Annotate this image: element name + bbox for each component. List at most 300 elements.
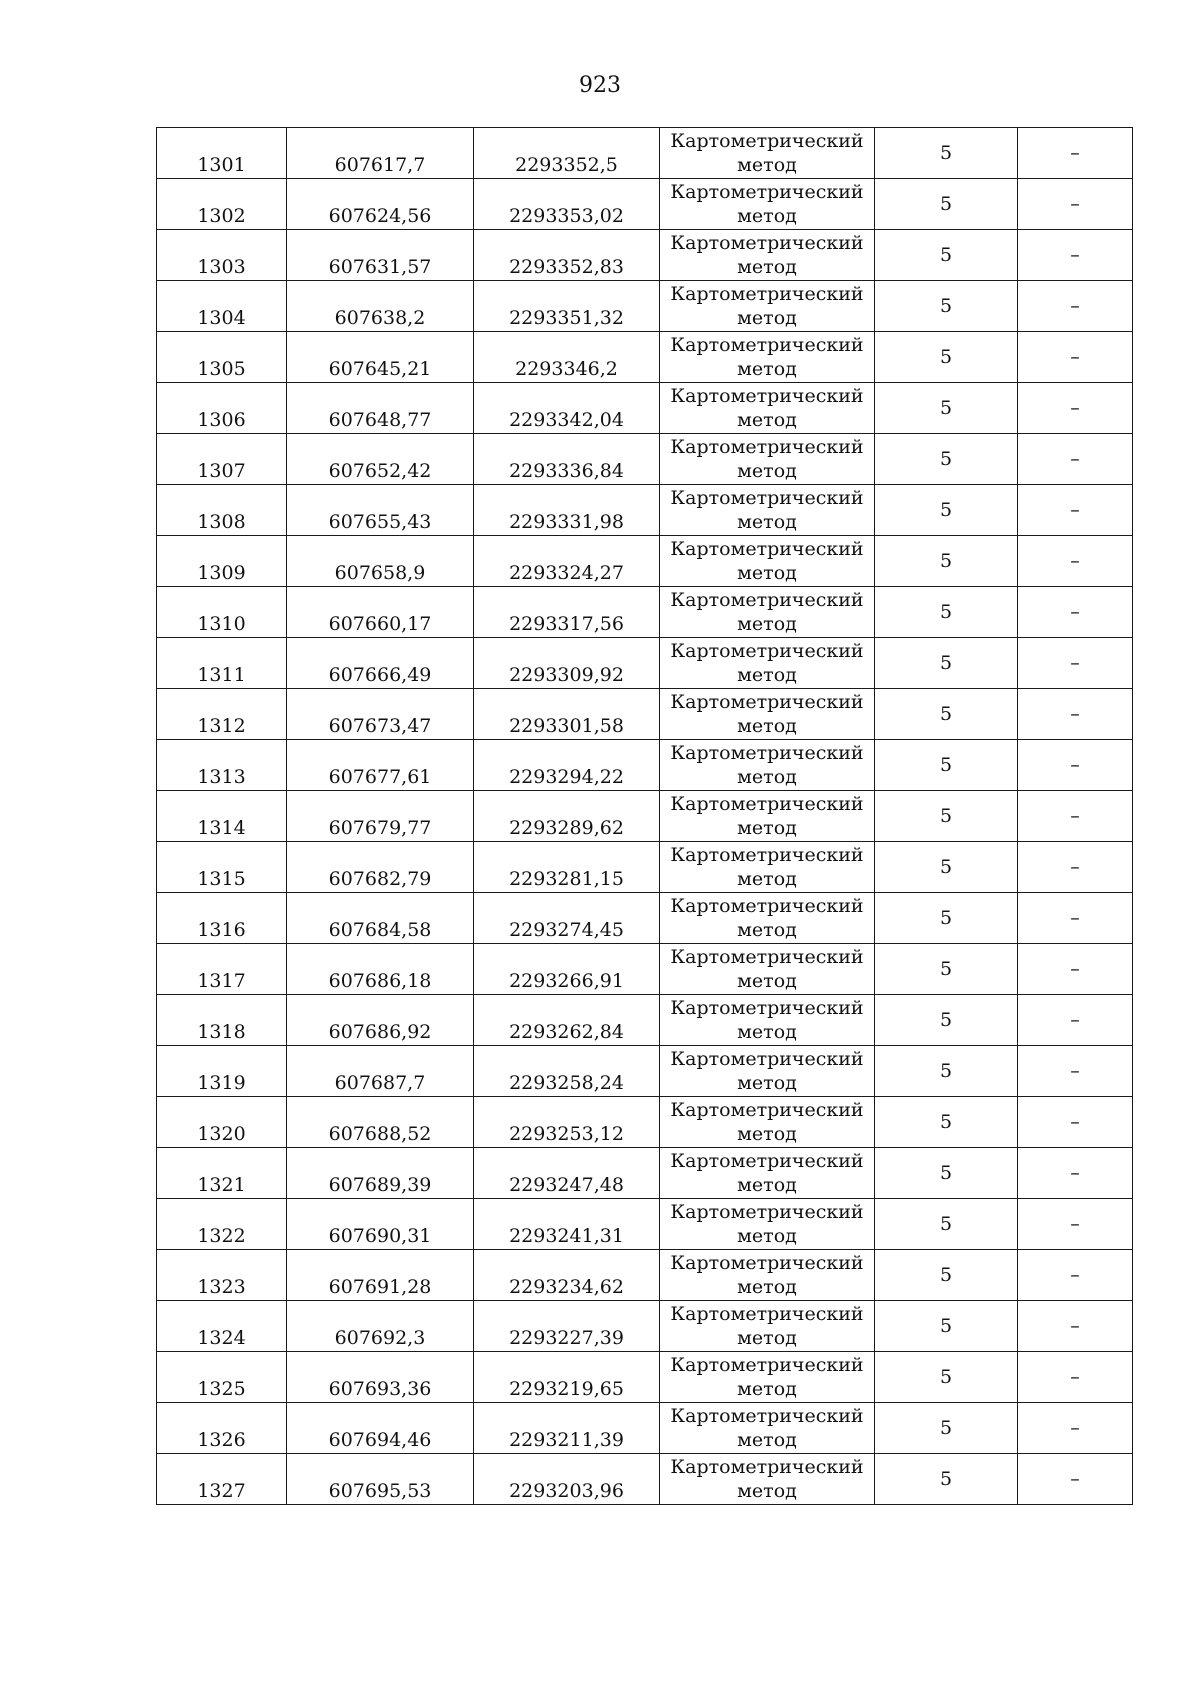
x-coordinate-cell [287,791,474,842]
method-cell [660,1199,875,1250]
page-number: 923 [579,73,621,98]
table-row [157,230,1133,281]
y-coordinate-text: 2293203,96 [509,1480,624,1502]
accuracy-cell: 5 [875,1403,1018,1454]
point-number-cell [157,1454,287,1505]
point-number-cell [157,893,287,944]
note-cell: – [1018,281,1133,332]
y-coordinate-cell [474,281,660,332]
accuracy-cell: 5 [875,944,1018,995]
x-coordinate-text: 607686,92 [328,1021,432,1043]
x-coordinate-cell [287,536,474,587]
point-number-text: 1308 [197,511,246,533]
method-cell [660,893,875,944]
y-coordinate-text: 2293281,15 [509,868,624,890]
method-line-1: Картометрический [670,589,864,611]
x-coordinate-cell [287,1301,474,1352]
table-row [157,1403,1133,1454]
y-coordinate-text: 2293266,91 [509,970,624,992]
method-line-2: метод [737,1480,797,1502]
y-coordinate-cell [474,587,660,638]
y-coordinate-text: 2293317,56 [509,613,624,635]
y-coordinate-cell [474,179,660,230]
x-coordinate-cell [287,1250,474,1301]
table-row [157,893,1133,944]
method-line-2: метод [737,1021,797,1043]
x-coordinate-cell [287,893,474,944]
table-row [157,383,1133,434]
method-line-2: метод [737,562,797,584]
point-number-cell [157,1046,287,1097]
method-cell [660,1454,875,1505]
note-cell: – [1018,1046,1133,1097]
method-line-2: метод [737,307,797,329]
method-cell [660,995,875,1046]
accuracy-cell: 5 [875,587,1018,638]
method-line-1: Картометрический [670,487,864,509]
point-number-cell [157,791,287,842]
point-number-text: 1312 [197,715,246,737]
coordinates-table-body [157,128,1133,1505]
y-coordinate-cell [474,1097,660,1148]
table-row [157,536,1133,587]
point-number-text: 1315 [197,868,246,890]
note-cell: – [1018,1403,1133,1454]
method-line-2: метод [737,868,797,890]
x-coordinate-text: 607695,53 [328,1480,432,1502]
accuracy-cell: 5 [875,1301,1018,1352]
method-line-2: метод [737,664,797,686]
y-coordinate-text: 2293262,84 [509,1021,624,1043]
accuracy-cell: 5 [875,995,1018,1046]
accuracy-cell: 5 [875,740,1018,791]
method-cell [660,689,875,740]
note-cell: – [1018,1352,1133,1403]
point-number-cell [157,740,287,791]
x-coordinate-text: 607655,43 [328,511,432,533]
x-coordinate-cell [287,842,474,893]
method-line-2: метод [737,256,797,278]
table-row [157,587,1133,638]
note-cell: – [1018,128,1133,179]
note-cell: – [1018,1454,1133,1505]
accuracy-cell: 5 [875,842,1018,893]
method-line-1: Картометрический [670,844,864,866]
x-coordinate-cell [287,1352,474,1403]
method-line-2: метод [737,511,797,533]
point-number-text: 1316 [197,919,246,941]
method-line-2: метод [737,919,797,941]
point-number-text: 1323 [197,1276,246,1298]
y-coordinate-text: 2293294,22 [509,766,624,788]
method-line-1: Картометрический [670,1456,864,1478]
point-number-cell [157,383,287,434]
y-coordinate-text: 2293346,2 [515,358,618,380]
x-coordinate-cell [287,1454,474,1505]
accuracy-cell: 5 [875,383,1018,434]
method-cell [660,1301,875,1352]
x-coordinate-cell [287,1199,474,1250]
note-cell: – [1018,434,1133,485]
method-cell [660,332,875,383]
point-number-text: 1320 [197,1123,246,1145]
method-line-1: Картометрический [670,385,864,407]
method-cell [660,1250,875,1301]
note-cell: – [1018,638,1133,689]
x-coordinate-text: 607686,18 [328,970,432,992]
method-line-1: Картометрический [670,895,864,917]
point-number-cell [157,689,287,740]
point-number-cell [157,536,287,587]
note-cell: – [1018,893,1133,944]
y-coordinate-text: 2293342,04 [509,409,624,431]
note-cell: – [1018,383,1133,434]
method-line-2: метод [737,1327,797,1349]
method-line-2: метод [737,715,797,737]
y-coordinate-cell [474,842,660,893]
note-cell: – [1018,1250,1133,1301]
note-cell: – [1018,791,1133,842]
point-number-cell [157,842,287,893]
point-number-text: 1305 [197,358,246,380]
point-number-cell [157,638,287,689]
y-coordinate-cell [474,1301,660,1352]
note-cell: – [1018,944,1133,995]
method-line-1: Картометрический [670,436,864,458]
method-line-1: Картометрический [670,130,864,152]
accuracy-cell: 5 [875,638,1018,689]
table-row [157,842,1133,893]
x-coordinate-text: 607677,61 [328,766,432,788]
y-coordinate-text: 2293241,31 [509,1225,624,1247]
method-cell [660,740,875,791]
point-number-cell [157,1250,287,1301]
note-cell: – [1018,536,1133,587]
method-cell [660,1046,875,1097]
x-coordinate-cell [287,383,474,434]
x-coordinate-cell [287,689,474,740]
note-cell: – [1018,1199,1133,1250]
table-row [157,740,1133,791]
point-number-text: 1309 [197,562,246,584]
accuracy-cell: 5 [875,434,1018,485]
point-number-cell [157,485,287,536]
x-coordinate-cell [287,281,474,332]
point-number-text: 1314 [197,817,246,839]
point-number-text: 1326 [197,1429,246,1451]
x-coordinate-cell [287,434,474,485]
method-line-2: метод [737,1123,797,1145]
method-cell [660,536,875,587]
method-cell [660,791,875,842]
y-coordinate-cell [474,893,660,944]
y-coordinate-cell [474,383,660,434]
point-number-text: 1321 [197,1174,246,1196]
point-number-text: 1307 [197,460,246,482]
x-coordinate-cell [287,1046,474,1097]
note-cell: – [1018,230,1133,281]
method-line-2: метод [737,1429,797,1451]
point-number-text: 1327 [197,1480,246,1502]
note-cell: – [1018,689,1133,740]
point-number-cell [157,1301,287,1352]
y-coordinate-cell [474,995,660,1046]
y-coordinate-text: 2293331,98 [509,511,624,533]
x-coordinate-cell [287,1097,474,1148]
note-cell: – [1018,842,1133,893]
method-line-1: Картометрический [670,1252,864,1274]
method-line-1: Картометрический [670,538,864,560]
coordinates-table [156,127,1133,1505]
point-number-cell [157,1199,287,1250]
point-number-text: 1310 [197,613,246,635]
method-line-1: Картометрический [670,1354,864,1376]
point-number-text: 1318 [197,1021,246,1043]
y-coordinate-cell [474,638,660,689]
y-coordinate-cell [474,1352,660,1403]
method-line-1: Картометрический [670,1150,864,1172]
accuracy-cell: 5 [875,485,1018,536]
x-coordinate-cell [287,1148,474,1199]
y-coordinate-text: 2293324,27 [509,562,624,584]
method-line-2: метод [737,409,797,431]
method-cell [660,128,875,179]
method-cell [660,1403,875,1454]
point-number-text: 1325 [197,1378,246,1400]
accuracy-cell: 5 [875,1046,1018,1097]
point-number-cell [157,434,287,485]
accuracy-cell: 5 [875,536,1018,587]
x-coordinate-text: 607694,46 [328,1429,432,1451]
point-number-text: 1303 [197,256,246,278]
y-coordinate-text: 2293289,62 [509,817,624,839]
point-number-text: 1317 [197,970,246,992]
method-cell [660,485,875,536]
y-coordinate-cell [474,536,660,587]
x-coordinate-text: 607693,36 [328,1378,432,1400]
y-coordinate-text: 2293352,5 [515,154,618,176]
x-coordinate-cell [287,179,474,230]
x-coordinate-text: 607688,52 [328,1123,432,1145]
x-coordinate-text: 607631,57 [328,256,432,278]
table-row [157,1148,1133,1199]
x-coordinate-text: 607690,31 [328,1225,432,1247]
note-cell: – [1018,179,1133,230]
x-coordinate-cell [287,332,474,383]
method-line-2: метод [737,1174,797,1196]
table-row [157,1352,1133,1403]
method-line-1: Картометрический [670,1303,864,1325]
table-row [157,1199,1133,1250]
x-coordinate-cell [287,485,474,536]
point-number-text: 1311 [197,664,246,686]
x-coordinate-cell [287,638,474,689]
x-coordinate-text: 607687,7 [334,1072,426,1094]
x-coordinate-text: 607624,56 [328,205,432,227]
accuracy-cell: 5 [875,1250,1018,1301]
note-cell: – [1018,1148,1133,1199]
accuracy-cell: 5 [875,179,1018,230]
accuracy-cell: 5 [875,1097,1018,1148]
method-cell [660,842,875,893]
y-coordinate-cell [474,1046,660,1097]
note-cell: – [1018,485,1133,536]
method-line-1: Картометрический [670,1201,864,1223]
y-coordinate-text: 2293352,83 [509,256,624,278]
x-coordinate-text: 607638,2 [334,307,426,329]
method-line-2: метод [737,1225,797,1247]
accuracy-cell: 5 [875,1199,1018,1250]
method-line-1: Картометрический [670,691,864,713]
method-line-2: метод [737,817,797,839]
method-cell [660,230,875,281]
y-coordinate-cell [474,485,660,536]
table-row [157,1301,1133,1352]
point-number-text: 1324 [197,1327,246,1349]
table-row [157,485,1133,536]
method-line-1: Картометрический [670,742,864,764]
point-number-cell [157,1352,287,1403]
accuracy-cell: 5 [875,1148,1018,1199]
method-line-2: метод [737,1072,797,1094]
x-coordinate-text: 607666,49 [328,664,432,686]
method-line-1: Картометрический [670,1048,864,1070]
table-row [157,332,1133,383]
point-number-cell [157,230,287,281]
method-line-2: метод [737,1378,797,1400]
method-cell [660,1148,875,1199]
point-number-text: 1302 [197,205,246,227]
x-coordinate-text: 607652,42 [328,460,432,482]
table-row [157,281,1133,332]
note-cell: – [1018,995,1133,1046]
note-cell: – [1018,740,1133,791]
table-row [157,791,1133,842]
x-coordinate-cell [287,128,474,179]
point-number-text: 1306 [197,409,246,431]
y-coordinate-text: 2293247,48 [509,1174,624,1196]
point-number-cell [157,587,287,638]
x-coordinate-text: 607684,58 [328,919,432,941]
y-coordinate-cell [474,332,660,383]
method-line-2: метод [737,766,797,788]
method-line-1: Картометрический [670,946,864,968]
point-number-cell [157,944,287,995]
method-line-1: Картометрический [670,997,864,1019]
accuracy-cell: 5 [875,281,1018,332]
y-coordinate-cell [474,1199,660,1250]
method-line-2: метод [737,358,797,380]
point-number-cell [157,1148,287,1199]
point-number-cell [157,332,287,383]
x-coordinate-text: 607691,28 [328,1276,432,1298]
table-row [157,434,1133,485]
table-row [157,1097,1133,1148]
note-cell: – [1018,1301,1133,1352]
point-number-cell [157,995,287,1046]
y-coordinate-cell [474,1403,660,1454]
y-coordinate-text: 2293351,32 [509,307,624,329]
y-coordinate-text: 2293258,24 [509,1072,624,1094]
accuracy-cell: 5 [875,1454,1018,1505]
x-coordinate-text: 607689,39 [328,1174,432,1196]
method-line-2: метод [737,970,797,992]
method-line-1: Картометрический [670,640,864,662]
point-number-text: 1301 [197,154,246,176]
table-row [157,1454,1133,1505]
table-row [157,179,1133,230]
method-cell [660,281,875,332]
x-coordinate-cell [287,230,474,281]
x-coordinate-text: 607673,47 [328,715,432,737]
y-coordinate-text: 2293274,45 [509,919,624,941]
method-line-1: Картометрический [670,181,864,203]
table-row [157,995,1133,1046]
method-line-1: Картометрический [670,793,864,815]
method-line-1: Картометрический [670,334,864,356]
method-cell [660,434,875,485]
x-coordinate-cell [287,995,474,1046]
y-coordinate-cell [474,128,660,179]
method-line-1: Картометрический [670,232,864,254]
y-coordinate-cell [474,1148,660,1199]
point-number-cell [157,1097,287,1148]
y-coordinate-cell [474,1454,660,1505]
y-coordinate-text: 2293219,65 [509,1378,624,1400]
method-line-2: метод [737,1276,797,1298]
point-number-text: 1313 [197,766,246,788]
method-line-1: Картометрический [670,1405,864,1427]
table-row [157,1250,1133,1301]
y-coordinate-text: 2293353,02 [509,205,624,227]
point-number-text: 1319 [197,1072,246,1094]
x-coordinate-cell [287,587,474,638]
note-cell: – [1018,1097,1133,1148]
table-row [157,128,1133,179]
y-coordinate-text: 2293211,39 [509,1429,624,1451]
accuracy-cell: 5 [875,230,1018,281]
method-cell [660,1352,875,1403]
y-coordinate-text: 2293309,92 [509,664,624,686]
method-line-2: метод [737,154,797,176]
method-cell [660,944,875,995]
x-coordinate-cell [287,740,474,791]
method-line-1: Картометрический [670,1099,864,1121]
method-cell [660,638,875,689]
method-line-1: Картометрический [670,283,864,305]
x-coordinate-text: 607617,7 [334,154,426,176]
y-coordinate-text: 2293234,62 [509,1276,624,1298]
accuracy-cell: 5 [875,1352,1018,1403]
y-coordinate-cell [474,1250,660,1301]
x-coordinate-text: 607645,21 [328,358,432,380]
point-number-text: 1322 [197,1225,246,1247]
x-coordinate-text: 607658,9 [334,562,426,584]
point-number-cell [157,128,287,179]
accuracy-cell: 5 [875,128,1018,179]
y-coordinate-text: 2293301,58 [509,715,624,737]
table-row [157,689,1133,740]
y-coordinate-text: 2293336,84 [509,460,624,482]
method-cell [660,383,875,434]
y-coordinate-cell [474,944,660,995]
note-cell: – [1018,587,1133,638]
note-cell: – [1018,332,1133,383]
table-row [157,944,1133,995]
x-coordinate-text: 607682,79 [328,868,432,890]
accuracy-cell: 5 [875,332,1018,383]
point-number-cell [157,1403,287,1454]
